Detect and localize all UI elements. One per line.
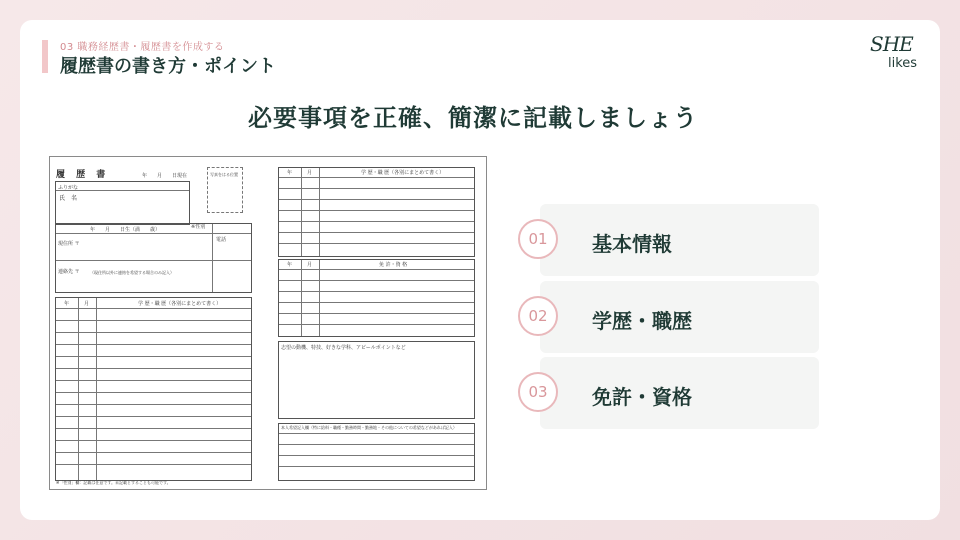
year-header: 年 <box>64 301 70 307</box>
main-heading: 必要事項を正確、簡潔に記載しましょう <box>248 104 698 132</box>
form-title: 履 歴 書 <box>56 170 110 180</box>
address-box <box>55 223 252 293</box>
gender-label: ※性別 <box>191 224 206 230</box>
list-item <box>518 281 819 353</box>
list-item <box>518 204 819 276</box>
contact-note: （現住所以外に連絡を希望する場合のみ記入） <box>90 270 174 275</box>
list-item <box>518 357 819 429</box>
contact-label: 連絡先 〒 <box>58 269 80 275</box>
request-label: 本人希望記入欄（特に給料・職種・勤務時間・勤務地・その他についての希望などがあれば記入） <box>281 425 457 430</box>
month-header: 月 <box>84 301 90 307</box>
name-box <box>55 181 190 225</box>
birth-label: 年 月 日生（満 歳） <box>90 227 161 233</box>
name-label: 氏 名 <box>59 195 78 202</box>
history-header: 学 歴・職 歴（各別にまとめて書く） <box>138 301 222 307</box>
item-number: 02 <box>528 307 548 325</box>
history-grid-right <box>278 167 475 257</box>
year-header-right: 年 <box>287 170 293 176</box>
number-badge <box>518 219 558 259</box>
phone-label: 電話 <box>216 237 227 243</box>
resume-form-image <box>49 156 487 490</box>
address-label: 現住所 〒 <box>58 241 80 247</box>
license-grid <box>278 259 475 337</box>
request-box <box>278 423 475 481</box>
item-label: 学歴・職歴 <box>592 309 692 333</box>
motivation-box <box>278 341 475 419</box>
logo-wordmark: SHE <box>870 32 913 56</box>
item-label: 免許・資格 <box>592 385 692 409</box>
year-header-license: 年 <box>287 262 293 268</box>
motivation-label: 志望の動機、特技、好きな学科、アピールポイントなど <box>281 345 406 351</box>
page-title: 履歴書の書き方・ポイント <box>60 56 276 77</box>
month-header-license: 月 <box>307 262 313 268</box>
brand-logo <box>866 32 926 76</box>
month-header-right: 月 <box>307 170 313 176</box>
number-badge <box>518 296 558 336</box>
form-date-label: 年 月 日現在 <box>142 173 188 179</box>
photo-box <box>207 167 243 213</box>
title-accent-bar <box>42 40 48 73</box>
number-badge <box>518 372 558 412</box>
furigana-label: ふりがな <box>58 185 79 191</box>
photo-note: 写真をはる位置 <box>210 172 238 177</box>
section-subtitle: 03 職務経歴書・履歴書を作成する <box>60 42 225 53</box>
item-label: 基本情報 <box>592 232 672 256</box>
item-number: 03 <box>528 383 548 401</box>
license-header: 免 許・資 格 <box>379 262 408 268</box>
history-grid-left <box>55 297 252 481</box>
logo-subword: likes <box>888 56 918 71</box>
form-footnote: ※「性別」欄：記載は任意です。未記載とすることも可能です。 <box>56 480 171 485</box>
item-number: 01 <box>528 230 548 248</box>
item-background <box>540 204 819 276</box>
history-header-right: 学 歴・職 歴（各別にまとめて書く） <box>361 170 445 176</box>
